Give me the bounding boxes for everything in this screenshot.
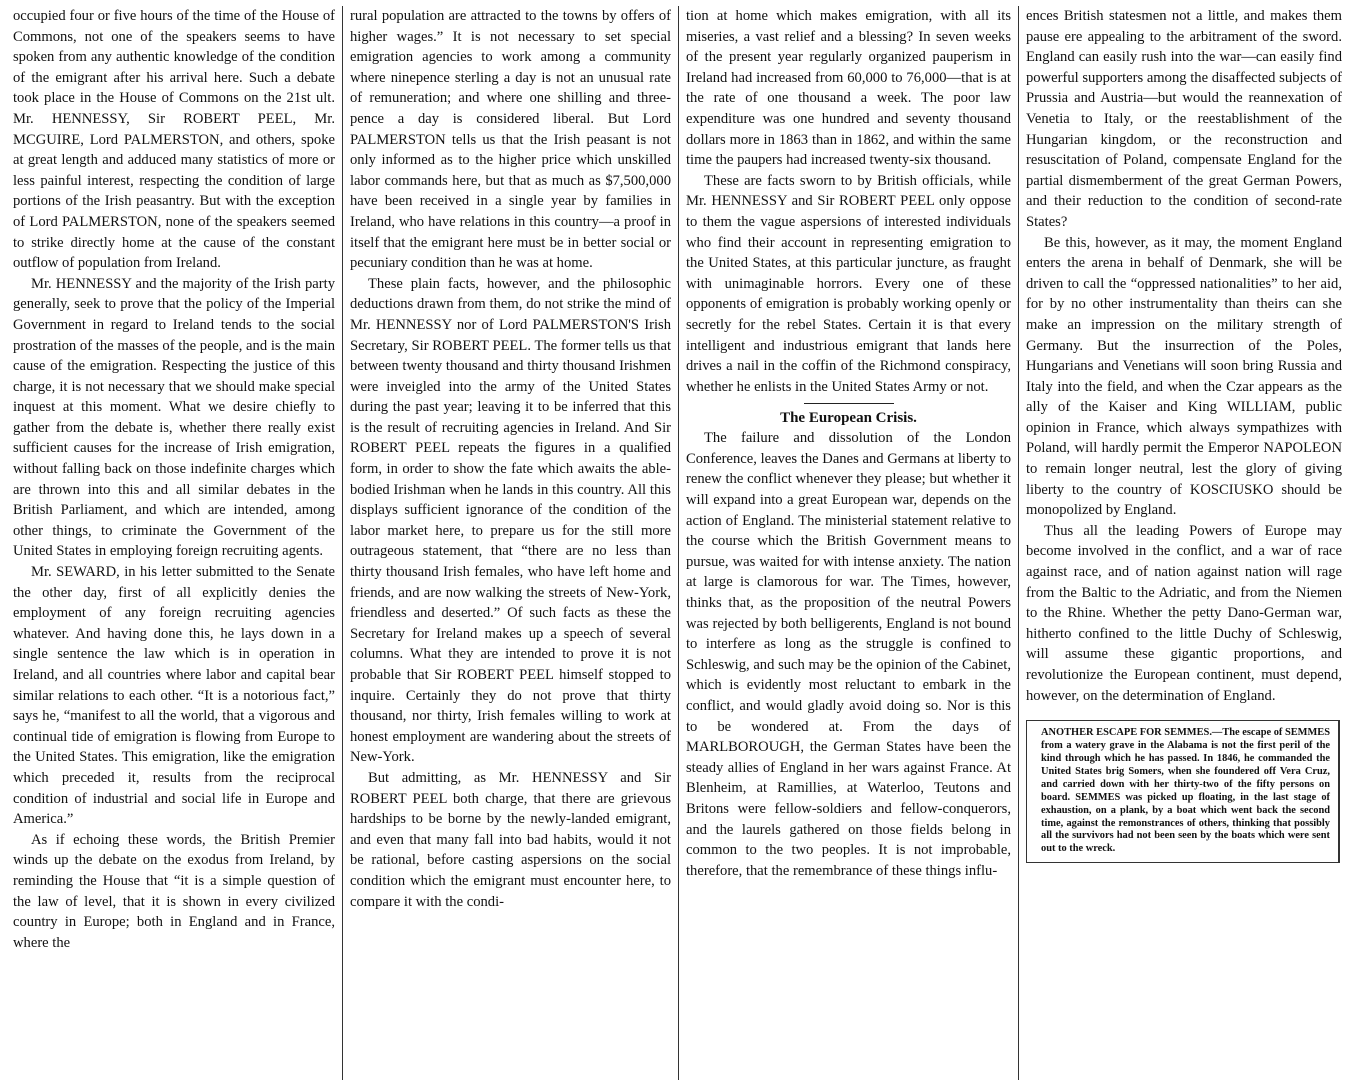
news-brief [1026,720,1340,863]
section-divider [804,403,894,404]
column-2 [342,6,678,1080]
column-3 [678,6,1018,1080]
paragraph: Be this, however, as it may, the moment England enters the arena in behalf of Denmark, she will be driven to call the “oppressed nationalities” to her aid, for by no other instrumentality than theirs can she make an impression on the military strength of Germany. But the insurrection of the Poles, Hungarians and Venetians will soon bring Russia and Italy into the field, and when the Czar appears as the ally of the Kaiser and King WILLIAM, public opinion in France, which always sympathizes with Poland, will hardly permit the Emperor NAPOLEON to remain longer neutral, lest the glory of giving liberty to the country of KOSCIUSKO should be monopolized by England. [1026,234,1342,519]
paragraph: Thus all the leading Powers of Europe may become involved in the conflict, and a war of race against race, and of nation against nation will rage from the Baltic to the Adriatic, and from the Niemen to the Rhine. Whether the petty Dano-German war, hitherto confined to the little Duchy of Schleswig, will assume these gigantic proportions, and revolutionize the European continent, must depend, however, on the determination of England. [1026,522,1342,704]
news-brief-heading: ANOTHER ESCAPE FOR SEMMES. [1041,727,1212,739]
paragraph: But admitting, as Mr. HENNESSY and Sir ROBERT PEEL both charge, that there are grievous hardships to be borne by the newly-landed emigrant, and even that many fall into bad habits, would it not be rational, before casting aspersions on the social condition which the emigrant must encounter here, to compare it with the condi- [350,769,671,910]
paragraph: Mr. SEWARD, in his letter submitted to the Senate the other day, first of all explicitly denies the employment of any foreign recruiting agencies whatever. And having done this, he lays down in a single sentence the law which is in operation in Ireland, and all countries where labor and capital bear similar relations to each other. “It is a notorious fact,” says he, “manifest to all the world, that a vigorous and continual tide of emigration is flowing from Europe to the United States. This emigration, like the emigration which preceded it, results from the reciprocal condition of industrial and social life in Europe and America.” [13,564,335,828]
paragraph: ences British statesmen not a little, and makes them pause ere appealing to the arbitrament of the sword. England can easily rush into the war—can easily find powerful supporters among the disaffected subjects of Prussia and Austria—but would the reannexation of Venetia to Italy, or the reestablishment of the Hungarian kingdom, or the reconstruction and resuscitation of Poland, compensate England for the partial dismemberment of the great German Powers, and their reduction to the condition of second-rate States? [1026,8,1342,230]
paragraph: As if echoing these words, the British Premier winds up the debate on the exodus from Ireland, by reminding the House that “it is a simple question of the law of level, that it is shown in every civilized country in Europe; both in England and in France, where the [13,831,335,951]
column-4 [1018,6,1349,1080]
paragraph: occupied four or five hours of the time of the House of Commons, not one of the speakers seems to have spoken from any authentic knowledge of the condition of the emigrant after his arrival here. Such a debate took place in the House of Commons on the 21st ult. Mr. HENNESSY, Sir ROBERT PEEL, Mr. MCGUIRE, Lord PALMERSTON, and others, spoke at great length and adduced many statistics of more or less painful interest, respecting the condition of large portions of the Irish peasantry. But with the exception of Lord PALMERSTON, none of the speakers seemed to strike directly home at the cause of the constant outflow of population from Ireland. [13,8,335,272]
column-1 [6,6,342,1080]
section-heading: The European Crisis. [780,410,917,427]
paragraph: The failure and dissolution of the London Conference, leaves the Danes and Germans at liberty to renew the conflict whenever they please; but whether it will expand into a great European war, depends on the action of England. The ministerial statement relative to the course which the British Government means to pursue, was waited for with intense anxiety. The nation at large is clamorous for war. The Times, however, thinks that, as the proposition of the neutral Powers was rejected by both belligerents, England is not bound to interfere as long as the struggle is confined to Schleswig, and such may be the opinion of the Cabinet, which is evidently most reluctant to embark in the conflict, and would gladly avoid doing so. Nor is this to be wondered at. From the days of MARLBOROUGH, the German States have been the steady allies of England in her wars against France. At Blenheim, at Ramillies, at Waterloo, Teutons and Britons were fellow-soldiers and fellow-conquerors, and the laurels gathered on those fields belong in common to the two peoples. It is not improbable, therefore, that the remembrance of these things influ- [686,430,1011,879]
paragraph: These are facts sworn to by British officials, while Mr. HENNESSY and Sir ROBERT PEEL only oppose to them the vague aspersions of interested individuals who find their account in representing emigration to the United States, at this particular juncture, as fraught with unimaginable horrors. Every one of these opponents of emigration is probably working openly or secretly for the rebel States. Certain it is that every intelligent and industrious emigrant that lands here drives a nail in the coffin of the Richmond conspiracy, whether he enlists in the United States Army or not. [686,172,1011,395]
paragraph: tion at home which makes emigration, with all its miseries, a vast relief and a blessing? In seven weeks of the present year regularly organized pauperism in Ireland had increased from 60,000 to 76,000—that is at the rate of one thousand a week. The poor law expenditure was one hundred and seventy thousand dollars more in 1863 than in 1862, and within the same time the paupers had increased twenty-six thousand. [686,8,1011,169]
paragraph: Mr. HENNESSY and the majority of the Irish party generally, seek to prove that the policy of the Imperial Government in regard to Ireland tends to the social prostration of the masses of the people, and is the main cause of the emigration. Respecting the justice of this charge, it is not necessary that we should make special inquest at this moment. What we desire chiefly to gather from the debate is, whether there really exist sufficient causes for the increase of Irish emigration, without falling back on those indefinite charges which are thrown into this and all similar debates in the British Parliament, and which are intended, among other things, to criminate the Government of the United States in employing foreign recruiting agents. [13,275,335,560]
paragraph: rural population are attracted to the towns by offers of higher wages.” It is not necessary to set special emigration agencies to work among a community where ninepence sterling a day is not an unusual rate of remuneration; and where one shilling and three-pence a day is considered liberal. But Lord PALMERSTON tells us that the Irish peasant is not only informed as to the higher price which unskilled labor commands here, but that as much as $7,500,000 have been received in a single year by families in Ireland, who have relations in this country—a proof in itself that the emigrant here must be in better social or pecuniary condition than he was at home. [350,8,671,272]
paragraph: These plain facts, however, and the philosophic deductions drawn from them, do not strike the mind of Mr. HENNESSY nor of Lord PALMERSTON'S Irish Secretary, Sir ROBERT PEEL. The former tells us that between twenty thousand and thirty thousand Irishmen were inveigled into the army of the United States during the past year; leaving it to be inferred that this is the result of recruiting agencies in Ireland. And Sir ROBERT PEEL repeats the figures in a qualified form, in order to show the fate which awaits the able-bodied Irishman when he lands in this country. All this displays sufficient ignorance of the condition of the labor market here, to prepare us for the still more outrageous statement, that “there are no less than thirty thousand Irish females, who have left home and friends, and are now walking the streets of New-York, friendless and deserted.” Of such facts as these the Secretary for Ireland makes up a speech of several columns. What they are intended to prove it is not probable that Sir ROBERT PEEL himself stopped to inquire. Certainly they do not prove that thirty thousand, nor thirty, Irish females willing to work at honest employment are wandering about the streets of New-York. [350,275,671,766]
news-brief-text: —The escape of SEMMES from a watery grave in the Alabama is not the first peril of the kind through which he has passed. In 1846, he commanded the United States brig Somers, when she foundered off Vera Cruz, and carried down with her thirty-two of the fifty persons on board. SEMMES was picked up floating, in the last stage of exhaustion, on a plank, by a boat which went back the second time, against the remonstrances of others, thinking that possibly all the survivors had not been seen by the boats which were sent out to the wreck. [1041,727,1330,855]
